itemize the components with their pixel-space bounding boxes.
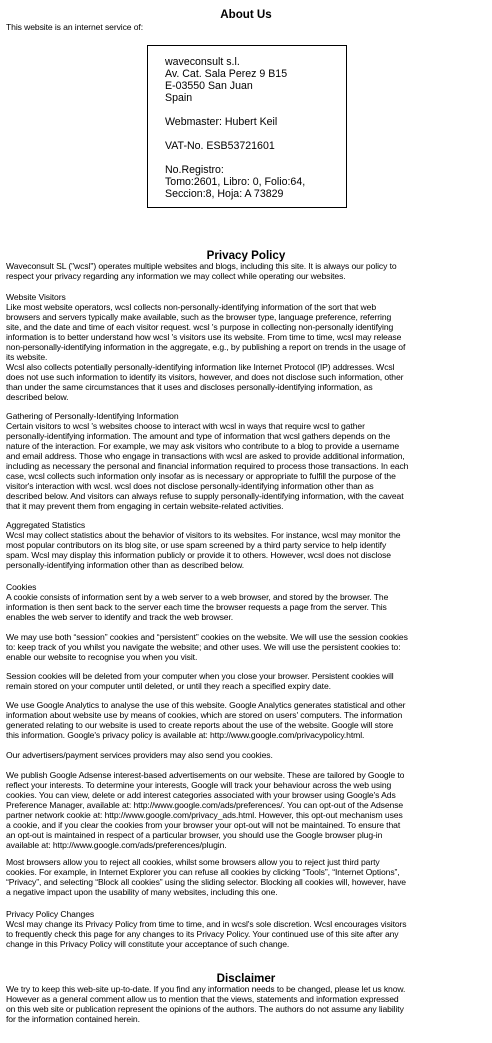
text-line: Certain visitors to wcsl 's websites choose to interact with wcsl in ways that require wcsl to gather bbox=[6, 421, 365, 431]
text-line: We may use both “session” cookies and “persistent” cookies on the website. We will use the session cookies bbox=[6, 632, 408, 642]
text-line: generated relating to our website is used to create reports about the use of the website. Google will store bbox=[6, 720, 394, 730]
text-line: We publish Google Adsense interest-based advertisements on our website. These are tailored by Google to bbox=[6, 770, 405, 780]
text-line: reflect your interests. To determine your interests, Google will track your behaviour across the web using bbox=[6, 780, 392, 790]
text-line: a negative impact upon the usability of many websites, including this one. bbox=[6, 887, 278, 897]
company-registry-tomo: Tomo:2601, Libro: 0, Folio:64, bbox=[165, 176, 306, 188]
company-vat: VAT-No. ESB53721601 bbox=[165, 140, 275, 152]
changes-heading: Privacy Policy Changes bbox=[6, 909, 95, 919]
text-line: than under the same circumstances that it uses and discloses personally-identifying information, as bbox=[6, 382, 373, 392]
text-line: cookies. You can view, delete or add interest categories associated with your browser using Google's Ads bbox=[6, 790, 396, 800]
gathering-paragraph bbox=[6, 421, 488, 511]
cookies-paragraph-6 bbox=[6, 770, 488, 850]
text-line: site, and the date and time of each visitor request. wcsl 's purpose in collecting non-personally identifying bbox=[6, 322, 394, 332]
disclaimer-paragraph bbox=[6, 984, 488, 1024]
privacy-title: Privacy Policy bbox=[206, 249, 286, 262]
text-line: “Privacy”, and selecting “Block all cookies” using the sliding selector. Blocking all cookies will, however, have bbox=[6, 877, 406, 887]
cookies-heading: Cookies bbox=[6, 582, 37, 592]
cookies-paragraph-4 bbox=[6, 700, 488, 740]
text-line: an opt-out is maintained in respect of a particular browser, you should use the Google browser plug-in bbox=[6, 830, 383, 840]
text-line: to: keep track of you whilst you navigate the website; and other uses. We will use the persistent cookies to: bbox=[6, 642, 401, 652]
company-registry-seccion: Seccion:8, Hoja: A 73829 bbox=[165, 188, 284, 200]
company-registry-label: No.Registro: bbox=[165, 164, 224, 176]
text-line: information is then sent back to the server each time the browser requests a page from the server. This bbox=[6, 602, 387, 612]
about-intro: This website is an internet service of: bbox=[6, 22, 144, 32]
text-line: enable our website to recognise you when you visit. bbox=[6, 652, 198, 662]
text-line: to frequently check this page for any changes to its Privacy Policy. Your continued use of this site after any bbox=[6, 929, 399, 939]
text-line: case, wcsl collects such information only insofar as is necessary or appropriate to fulfill the purpose of the bbox=[6, 471, 396, 481]
text-line: on this web site or publication represent the opinions of the authors. The authors do not assume any liability bbox=[6, 1004, 404, 1014]
text-line: Waveconsult SL ("wcsl") operates multiple websites and blogs, including this site. It is always our policy to bbox=[6, 261, 397, 271]
cookies-paragraph-3 bbox=[6, 671, 488, 691]
text-line: Our advertisers/payment services providers may also send you cookies. bbox=[6, 750, 273, 760]
text-line: cookies. For example, in Internet Explorer you can refuse all cookies by clicking “Tools”, “Internet Options”, bbox=[6, 867, 400, 877]
cookies-paragraph-2 bbox=[6, 632, 488, 662]
text-line: We try to keep this web-site up-to-date. If you find any information needs to be changed, please let us know. bbox=[6, 984, 406, 994]
company-address-box bbox=[147, 45, 347, 208]
gathering-heading: Gathering of Personally-Identifying Information bbox=[6, 411, 179, 421]
cookies-paragraph-5 bbox=[6, 750, 488, 760]
text-line: Session cookies will be deleted from your computer when you close your browser. Persistent cookies will bbox=[6, 671, 394, 681]
text-line: remain stored on your computer until deleted, or until they reach a specified expiry date. bbox=[6, 681, 331, 691]
company-webmaster: Webmaster: Hubert Keil bbox=[165, 116, 278, 128]
company-name: waveconsult s.l. bbox=[165, 56, 240, 68]
text-line: does not use such information to identify its visitors, however, and does not disclose such information, other bbox=[6, 372, 404, 382]
text-line: for the information contained herein. bbox=[6, 1014, 140, 1024]
text-line: Wcsl may change its Privacy Policy from time to time, and in wcsl's sole discretion. Wcsl encourages visitors bbox=[6, 919, 407, 929]
company-country: Spain bbox=[165, 92, 193, 104]
text-line: Wcsl may collect statistics about the behavior of visitors to its websites. For instance, wcsl may monitor the bbox=[6, 530, 401, 540]
text-line: However as a general comment allow us to mention that the views, statements and information expressed bbox=[6, 994, 399, 1004]
company-city: E-03550 San Juan bbox=[165, 80, 253, 92]
text-line: personally-identifying information other than as described below. bbox=[6, 560, 245, 570]
text-line: We use Google Analytics to analyse the use of this website. Google Analytics generates statistical and other bbox=[6, 700, 406, 710]
text-line: non-personally-identifying information in the aggregate, e.g., by publishing a report on trends in the usage of bbox=[6, 342, 406, 352]
cookies-paragraph-7 bbox=[6, 857, 488, 897]
text-line: partner network cookie at: http://www.google.com/privacy_ads.html. However, this opt-out mechanism uses bbox=[6, 810, 403, 820]
aggregated-heading: Aggregated Statistics bbox=[6, 520, 86, 530]
text-line: and email address. Those who engage in transactions with wcsl are asked to provide additional information, bbox=[6, 451, 405, 461]
text-line: enables the web server to identify and track the web browser. bbox=[6, 612, 234, 622]
text-line: A cookie consists of information sent by a web server to a web browser, and stored by the browser. The bbox=[6, 592, 389, 602]
text-line: information is to better understand how wcsl 's visitors use its website. From time to time, wcsl may release bbox=[6, 332, 402, 342]
cookies-paragraph-1 bbox=[6, 592, 488, 622]
text-line: including as necessary the personal and financial information required to process those transactions. In each bbox=[6, 461, 409, 471]
about-title: About Us bbox=[220, 8, 272, 21]
text-line: spam. Wcsl may display this information publicly or provide it to others. However, wcsl does not disclose bbox=[6, 550, 391, 560]
changes-paragraph bbox=[6, 919, 488, 949]
visitors-paragraph-2 bbox=[6, 362, 488, 402]
text-line: described below. bbox=[6, 392, 69, 402]
text-line: change in this Privacy Policy will constitute your acceptance of such change. bbox=[6, 939, 290, 949]
text-line: Most browsers allow you to reject all cookies, whilst some browsers allow you to reject just third party bbox=[6, 857, 380, 867]
privacy-intro bbox=[6, 261, 488, 281]
text-line: available at: http://www.google.com/ads/preferences/plugin. bbox=[6, 840, 227, 850]
text-line: a cookie, and if you clear the cookies from your browser your opt-out will not be maintained. To ensure that bbox=[6, 820, 401, 830]
aggregated-paragraph bbox=[6, 530, 488, 570]
text-line: its website. bbox=[6, 352, 48, 362]
text-line: respect your privacy regarding any information we may collect while operating our websites. bbox=[6, 271, 346, 281]
text-line: information about website use by means of cookies, which are stored on users' computers. The information bbox=[6, 710, 403, 720]
visitors-paragraph-1 bbox=[6, 302, 488, 362]
disclaimer-title: Disclaimer bbox=[216, 972, 276, 985]
text-line: browsers and servers typically make available, such as the browser type, language preference, referring bbox=[6, 312, 392, 322]
text-line: personally-identifying information. The amount and type of information that wcsl gathers depends on the bbox=[6, 431, 391, 441]
text-line: Preference Manager, available at: http://www.google.com/ads/preferences/. You can opt-out of the Adsense bbox=[6, 800, 404, 810]
text-line: Like most website operators, wcsl collects non-personally-identifying information of the sort that web bbox=[6, 302, 377, 312]
visitors-heading: Website Visitors bbox=[6, 292, 66, 302]
text-line: this information. Google's privacy policy is available at: http://www.google.com/privacypolicy.html. bbox=[6, 730, 365, 740]
text-line: visitor's interaction with wcsl. wcsl does not disclose personally-identifying information other than as bbox=[6, 481, 374, 491]
text-line: nature of the interaction. For example, we may ask visitors who contribute to a blog to provide a username bbox=[6, 441, 400, 451]
text-line: described below. And visitors can always refuse to supply personally-identifying information, with the caveat bbox=[6, 491, 404, 501]
text-line: most popular contributors on its blog site, or use spam screened by a third party service to help identify bbox=[6, 540, 387, 550]
text-line: Wcsl also collects potentially personally-identifying information like Internet Protocol (IP) addresses. Wcsl bbox=[6, 362, 395, 372]
text-line: that it may prevent them from engaging in certain website-related activities. bbox=[6, 501, 284, 511]
company-street: Av. Cat. Sala Perez 9 B15 bbox=[165, 68, 288, 80]
